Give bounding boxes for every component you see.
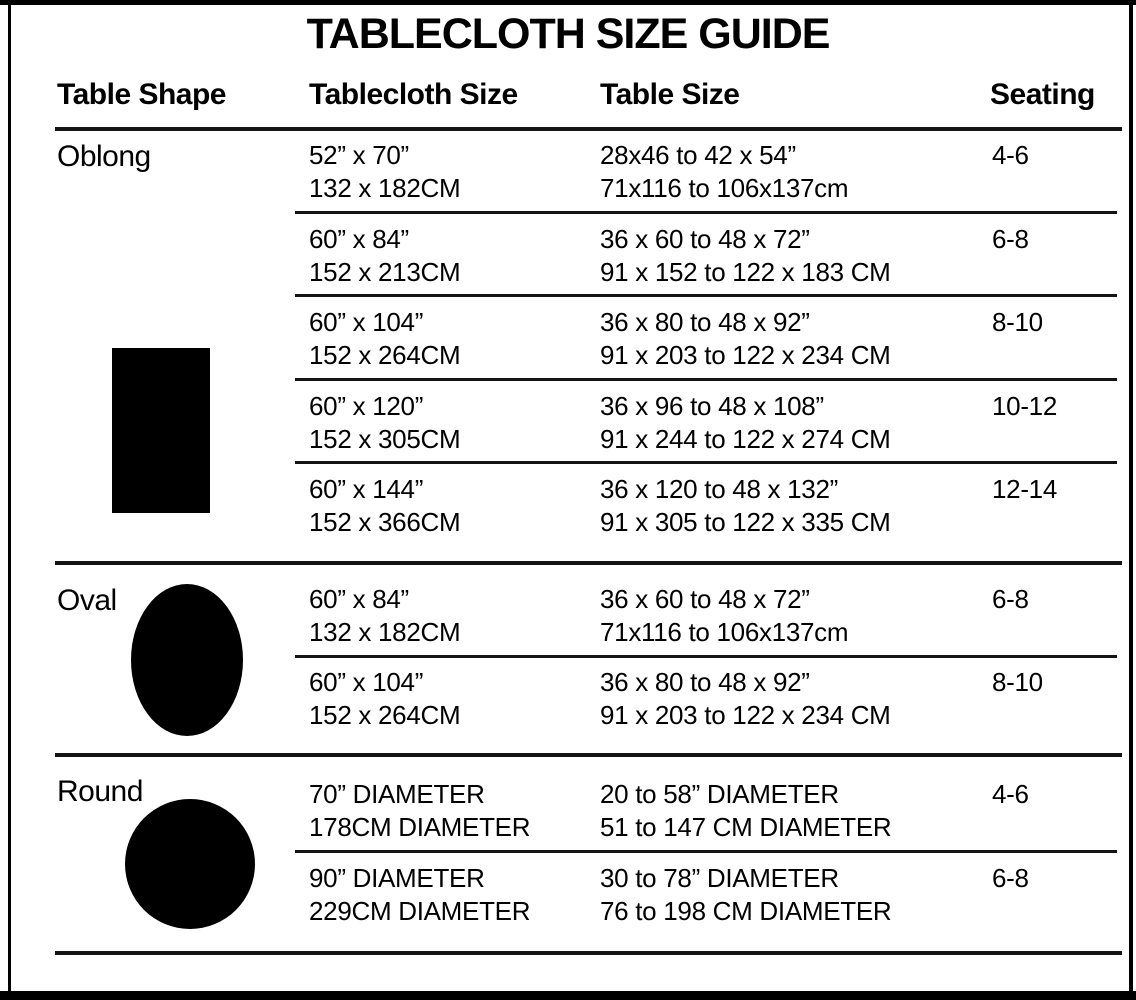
section-divider [55, 753, 1122, 757]
column-header-tablecloth-size: Tablecloth Size [309, 78, 518, 111]
tablecloth-size-cell [309, 223, 460, 289]
size-cm: 152 x 264CM [309, 340, 461, 370]
size-cm: 91 x 203 to 122 x 234 CM [600, 700, 891, 730]
seating-value: 6-8 [992, 224, 1029, 254]
row-divider [295, 294, 1117, 297]
size-cm: 51 to 147 CM DIAMETER [600, 812, 892, 842]
size-cm: 229CM DIAMETER [309, 896, 531, 926]
tablecloth-size-cell [309, 778, 530, 844]
size-inches: 28x46 to 42 x 54” [600, 140, 796, 170]
tablecloth-size-cell [309, 473, 460, 539]
size-cm: 91 x 305 to 122 x 335 CM [600, 507, 891, 537]
section-divider [55, 561, 1122, 565]
tablecloth-size-cell [309, 139, 460, 205]
tablecloth-size-cell [309, 666, 460, 732]
section-label-round: Round [57, 775, 143, 808]
size-inches: 36 x 96 to 48 x 108” [600, 391, 824, 421]
table-size-cell [600, 473, 891, 539]
seating-value: 10-12 [992, 391, 1057, 421]
size-cm: 91 x 203 to 122 x 234 CM [600, 340, 891, 370]
size-cm: 132 x 182CM [309, 617, 461, 647]
row-divider [295, 461, 1117, 464]
bottom-rule [55, 951, 1122, 955]
size-cm: 152 x 264CM [309, 700, 461, 730]
row-divider [295, 378, 1117, 381]
column-header-table-size: Table Size [600, 78, 740, 111]
seating-value: 6-8 [992, 584, 1029, 614]
frame-border-right [1129, 0, 1133, 1000]
tablecloth-size-cell [309, 390, 460, 456]
size-cm: 71x116 to 106x137cm [600, 173, 849, 203]
size-inches: 36 x 80 to 48 x 92” [600, 307, 810, 337]
size-cm: 152 x 366CM [309, 507, 461, 537]
size-cm: 132 x 182CM [309, 173, 461, 203]
table-size-cell [600, 666, 891, 732]
seating-value: 8-10 [992, 667, 1043, 697]
tablecloth-size-cell [309, 306, 460, 372]
section-label-oval: Oval [57, 584, 117, 617]
frame-border-bottom [0, 991, 1136, 1000]
seating-value: 6-8 [992, 863, 1029, 893]
frame-border-top [0, 0, 1136, 5]
size-inches: 60” x 104” [309, 307, 424, 337]
tablecloth-size-cell [309, 583, 460, 649]
seating-value: 8-10 [992, 307, 1043, 337]
table-size-cell [600, 223, 891, 289]
size-cm: 152 x 305CM [309, 424, 461, 454]
size-inches: 36 x 60 to 48 x 72” [600, 224, 810, 254]
size-inches: 36 x 60 to 48 x 72” [600, 584, 810, 614]
row-divider [295, 850, 1117, 853]
size-cm: 152 x 213CM [309, 257, 461, 287]
seating-value: 4-6 [992, 779, 1029, 809]
size-cm: 178CM DIAMETER [309, 812, 531, 842]
column-header-seating: Seating [990, 78, 1095, 111]
size-inches: 70” DIAMETER [309, 779, 485, 809]
row-divider [295, 655, 1117, 658]
size-inches: 60” x 84” [309, 224, 409, 254]
ellipse-icon [131, 584, 243, 736]
tablecloth-size-cell [309, 862, 530, 928]
row-divider [295, 211, 1117, 214]
size-inches: 36 x 120 to 48 x 132” [600, 474, 838, 504]
size-inches: 20 to 58” DIAMETER [600, 779, 839, 809]
column-header-table-shape: Table Shape [57, 78, 226, 111]
table-size-cell [600, 862, 891, 928]
table-size-cell [600, 306, 891, 372]
size-inches: 36 x 80 to 48 x 92” [600, 667, 810, 697]
size-cm: 76 to 198 CM DIAMETER [600, 896, 892, 926]
size-inches: 60” x 84” [309, 584, 409, 614]
section-label-oblong: Oblong [57, 140, 151, 173]
size-inches: 30 to 78” DIAMETER [600, 863, 839, 893]
size-inches: 52” x 70” [309, 140, 409, 170]
header-divider [55, 127, 1122, 131]
size-cm: 71x116 to 106x137cm [600, 617, 849, 647]
frame-border-left [8, 0, 11, 1000]
size-inches: 60” x 120” [309, 391, 424, 421]
seating-value: 12-14 [992, 474, 1057, 504]
circle-icon [125, 799, 255, 929]
rectangle-icon [112, 348, 210, 513]
size-inches: 60” x 144” [309, 474, 424, 504]
size-inches: 90” DIAMETER [309, 863, 485, 893]
page-title: TABLECLOTH SIZE GUIDE [306, 10, 830, 58]
table-size-cell [600, 139, 848, 205]
size-cm: 91 x 152 to 122 x 183 CM [600, 257, 891, 287]
table-size-cell [600, 583, 848, 649]
table-size-cell [600, 390, 891, 456]
seating-value: 4-6 [992, 140, 1029, 170]
table-size-cell [600, 778, 891, 844]
size-inches: 60” x 104” [309, 667, 424, 697]
size-cm: 91 x 244 to 122 x 274 CM [600, 424, 891, 454]
